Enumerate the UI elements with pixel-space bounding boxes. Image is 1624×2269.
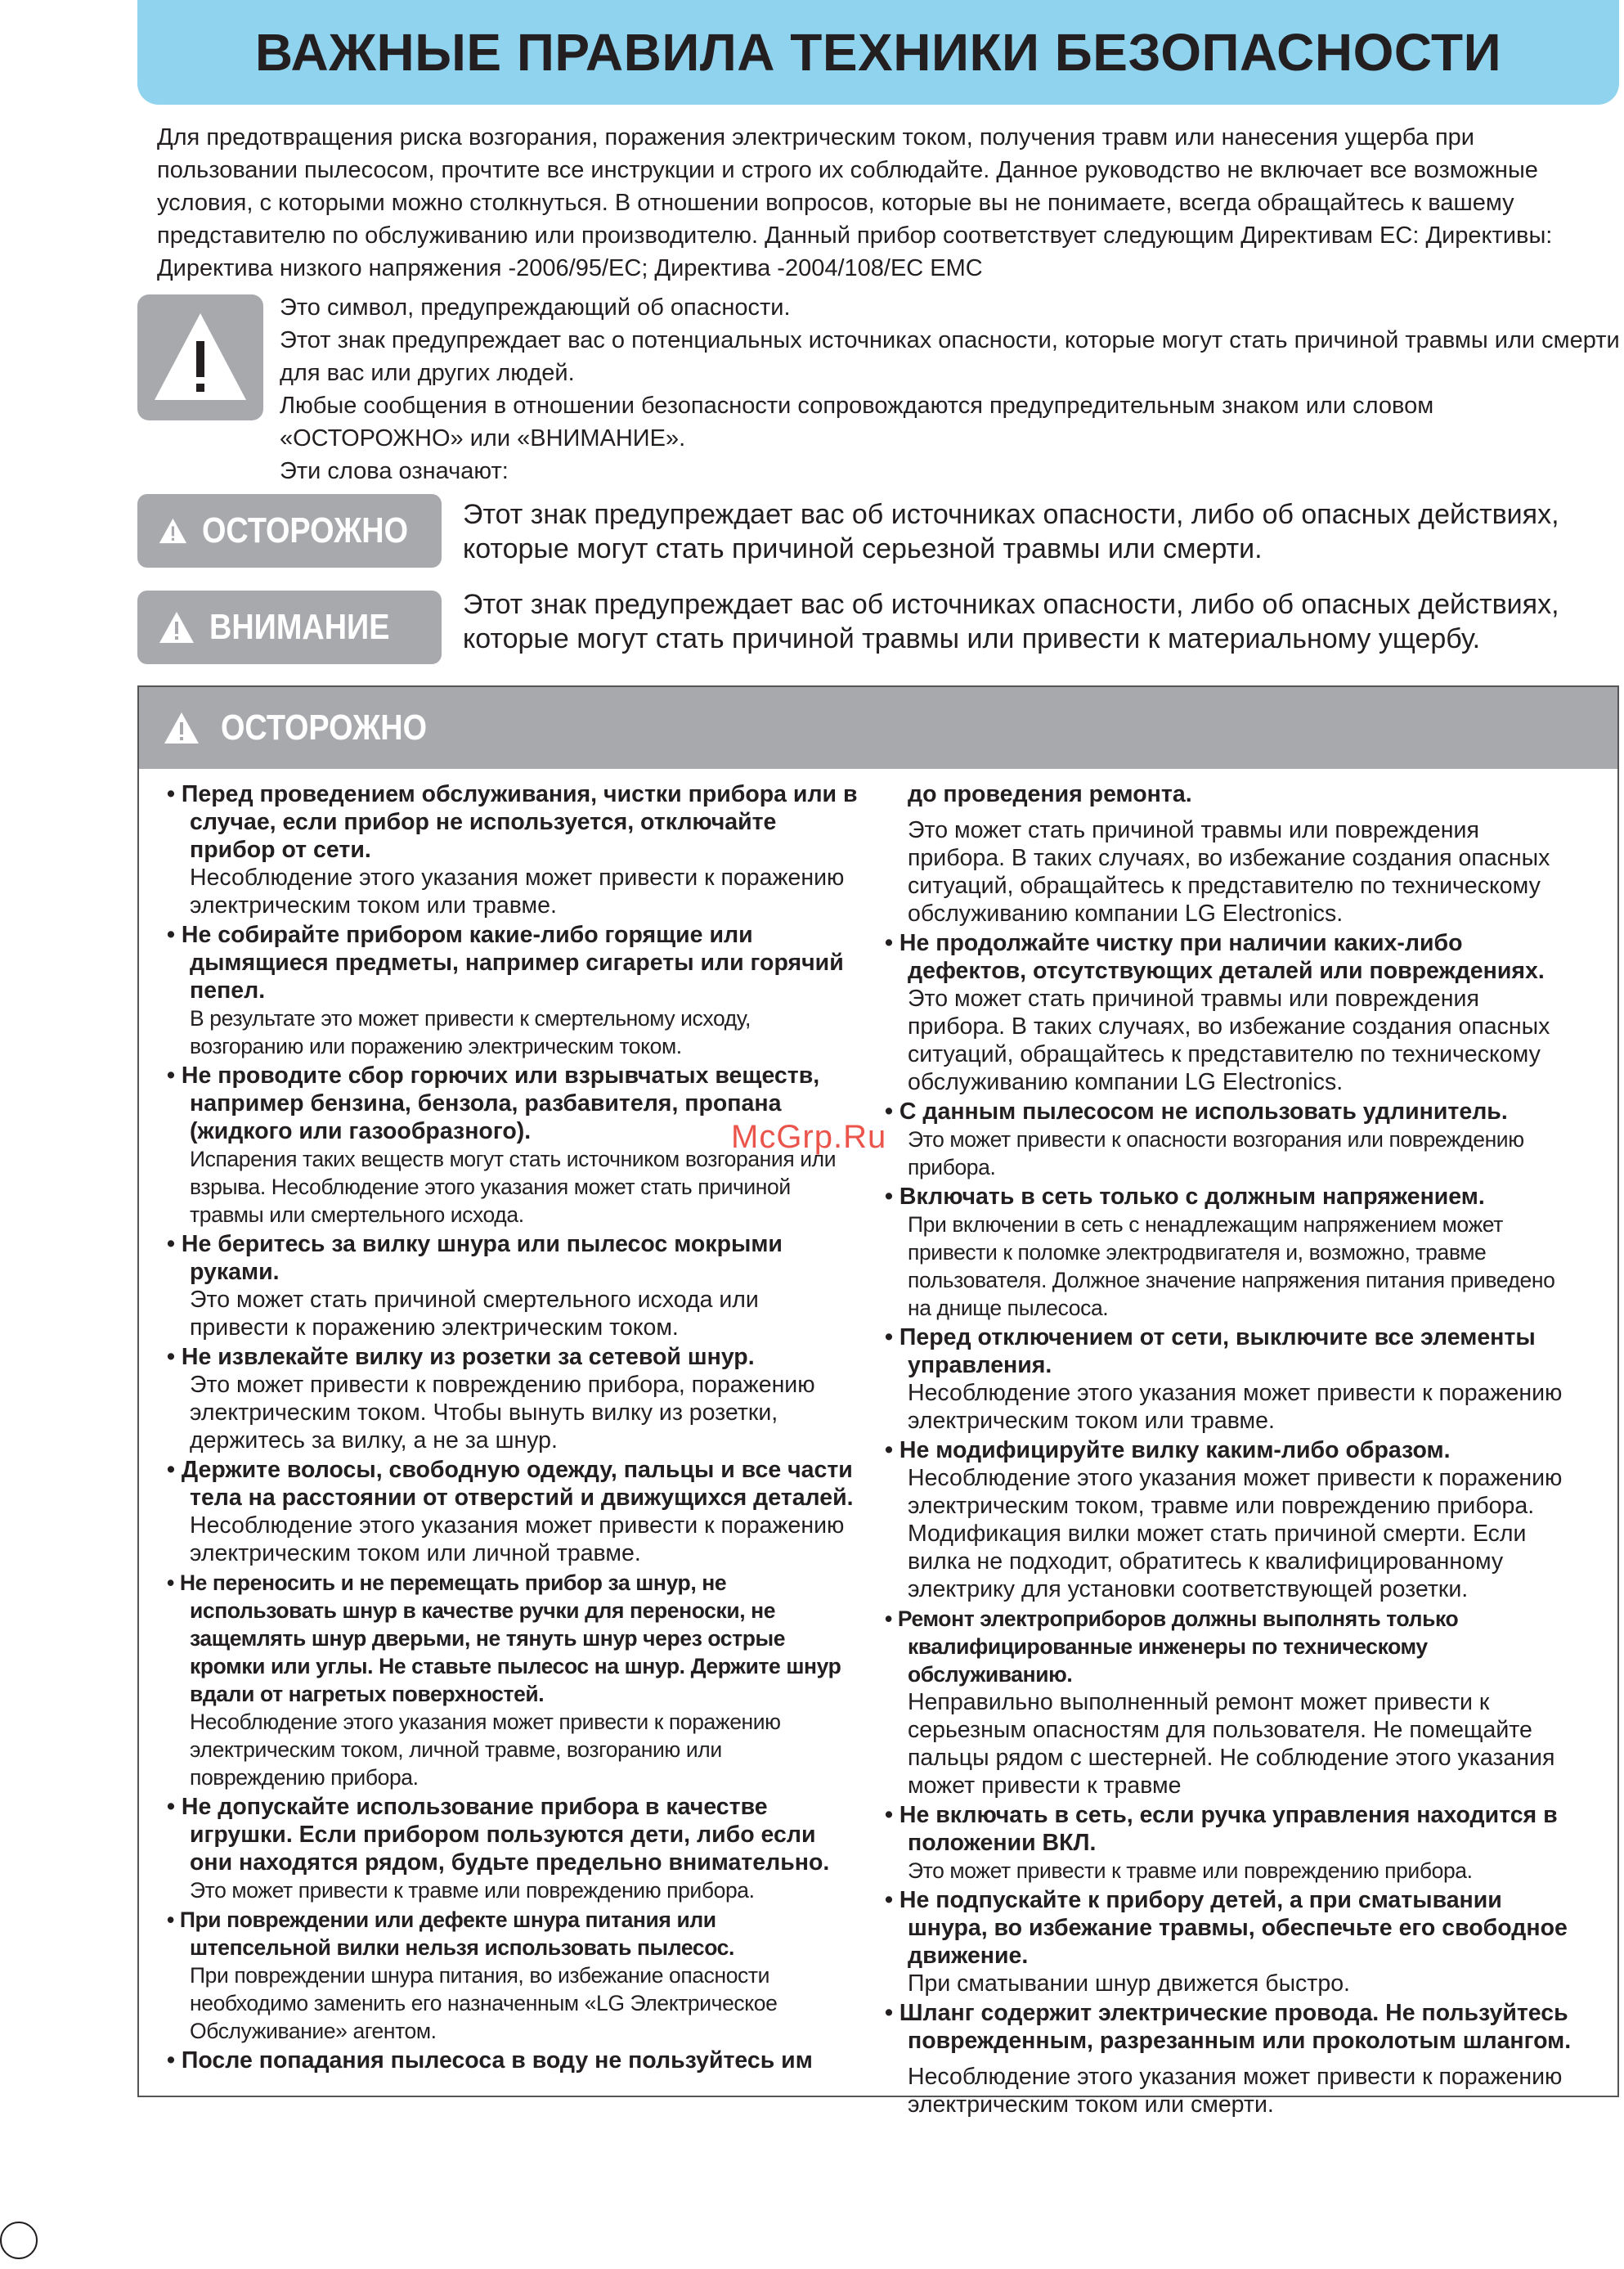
item-heading: • Не продолжайте чистку при наличии каких-либо дефектов, отсутствующих деталей или повреждениях. xyxy=(885,929,1580,985)
item-heading: • Не собирайте прибором какие-либо горящие или дымящиеся предметы, например сигареты или горячий пепел. xyxy=(167,921,862,1004)
list-item xyxy=(885,780,1580,928)
item-body: Это может привести к повреждению прибора, поражению электрическим током. Чтобы вынуть вилку из розетки, держитесь за вилку, а не за шнур. xyxy=(190,1372,815,1454)
symbol-text-line: Любые сообщения в отношении безопасности сопровождаются предупредительным знаком или словом «ОСТОРОЖНО» или «ВНИМАНИЕ». xyxy=(280,393,1434,452)
list-item xyxy=(167,1343,862,1454)
hazard-symbol xyxy=(137,294,263,420)
right-column xyxy=(885,780,1580,2120)
item-body: Несоблюдение этого указания может привести к поражению электрическим током или травме. xyxy=(908,1380,1563,1434)
item-heading: • Не допускайте использование прибора в качестве игрушки. Если прибором пользуются дети, либо если они находятся рядом, будьте предельно внимательно. xyxy=(167,1793,862,1876)
item-body: Это может привести к травме или повреждению прибора. xyxy=(190,1878,755,1903)
item-heading: • Не переносить и не перемещать прибор за шнур, не использовать шнур в качестве ручки для переноски, не защемлять шнур дверьми, не тянуть шнур через острые кромки или углы. Не ставьте пылесос на шнур. Держите шнур вдали от нагретых поверхностей. xyxy=(167,1569,862,1708)
list-item xyxy=(885,929,1580,1096)
item-heading: • Держите волосы, свободную одежду, пальцы и все части тела на расстоянии от отверстий и движущихся деталей. xyxy=(167,1456,862,1512)
list-item xyxy=(885,1886,1580,1997)
caution-description: Этот знак предупреждает вас об источниках опасности, либо об опасных действиях, которые могут стать причиной серьезной травмы или смерти. xyxy=(463,499,1559,564)
list-item xyxy=(885,1183,1580,1322)
list-item xyxy=(167,1456,862,1567)
item-heading: • После попадания пылесоса в воду не пользуйтесь им xyxy=(167,2047,862,2074)
list-item xyxy=(167,1906,862,2045)
item-heading: • С данным пылесосом не использовать удлинитель. xyxy=(885,1098,1580,1126)
warning-word: ВНИМАНИЕ xyxy=(209,607,390,647)
item-heading: • Перед отключением от сети, выключите все элементы управления. xyxy=(885,1323,1580,1379)
item-body: Это может стать причиной травмы или повреждения прибора. В таких случаях, во избежание создания опасных ситуаций, обращайтесь к представителю по техническому обслуживанию компании LG Electronics. xyxy=(908,986,1550,1095)
item-heading: • Не проводите сбор горючих или взрывчатых веществ, например бензина, бензола, разбавителя, пропана (жидкого или газообразного). xyxy=(167,1062,862,1145)
list-item xyxy=(885,1436,1580,1603)
warning-triangle-icon xyxy=(164,712,200,744)
warning-description: Этот знак предупреждает вас об источниках опасности, либо об опасных действиях, которые могут стать причиной травмы или привести к материальному ущербу. xyxy=(463,589,1559,654)
item-heading: • Не извлекайте вилку из розетки за сетевой шнур. xyxy=(167,1343,862,1371)
item-body: Это может стать причиной смертельного исхода или привести к поражению электрическим током. xyxy=(190,1287,759,1341)
item-heading: • Не включать в сеть, если ручка управления находится в положении ВКЛ. xyxy=(885,1801,1580,1857)
list-item xyxy=(885,1999,1580,2118)
page-number-circle xyxy=(0,2222,38,2259)
caution-badge xyxy=(137,494,442,568)
item-body: В результате это может привести к смертельному исходу, возгоранию или поражению электрическим током. xyxy=(190,1006,751,1058)
item-body: При включении в сеть с ненадлежащим напряжением может привести к поломке электродвигателя и, возможно, травме пользователя. Должное значение напряжения питания приведено на днище пылесоса. xyxy=(908,1212,1555,1320)
list-item xyxy=(885,1323,1580,1435)
warning-badge xyxy=(137,591,442,664)
item-body: Неправильно выполненный ремонт может привести к серьезным опасностям для пользователя. Не помещайте пальцы рядом с шестерней. Не соблюдение этого указания может привести к травме xyxy=(908,1689,1555,1799)
warning-triangle-icon xyxy=(151,308,249,407)
warning-triangle-icon xyxy=(159,611,195,644)
warning-triangle-icon xyxy=(159,514,187,547)
item-body: Это может привести к опасности возгорания или повреждению прибора. xyxy=(908,1127,1524,1179)
symbol-text-line: Этот знак предупреждает вас о потенциальных источниках опасности, которые могут стать причиной травмы или смерти для вас или других людей. xyxy=(280,327,1620,386)
list-item xyxy=(167,1569,862,1791)
item-heading: до проведения ремонта. xyxy=(908,781,1192,807)
caution-box-title: ОСТОРОЖНО xyxy=(221,708,428,748)
list-item xyxy=(885,1098,1580,1181)
caution-box-header xyxy=(139,687,1617,769)
list-item xyxy=(167,2047,862,2074)
item-heading: • Не подпускайте к прибору детей, а при сматывании шнура, во избежание травмы, обеспечьте его свободное движение. xyxy=(885,1886,1580,1970)
item-body: При сматывании шнур движется быстро. xyxy=(908,1970,1350,1997)
item-heading: • Перед проведением обслуживания, чистки прибора или в случае, если прибор не используется, отключайте прибор от сети. xyxy=(167,780,862,864)
caution-word: ОСТОРОЖНО xyxy=(201,510,408,550)
item-heading: • При повреждении или дефекте шнура питания или штепсельной вилки нельзя использовать пылесос. xyxy=(167,1906,862,1961)
page-title: ВАЖНЫЕ ПРАВИЛА ТЕХНИКИ БЕЗОПАСНОСТИ xyxy=(254,23,1502,82)
watermark: McGrp.Ru xyxy=(731,1119,887,1155)
item-body: Несоблюдение этого указания может привести к поражению электрическим током или личной травме. xyxy=(190,1512,845,1566)
caution-box xyxy=(137,685,1619,2118)
list-item xyxy=(167,921,862,1060)
item-heading: • Шланг содержит электрические провода. Не пользуйтесь поврежденным, разрезанным или проколотым шлангом. xyxy=(885,1999,1580,2055)
item-body: Это может привести к травме или повреждению прибора. xyxy=(908,1858,1473,1883)
left-column xyxy=(167,780,862,2076)
title-banner xyxy=(137,0,1619,105)
symbol-text-line: Это символ, предупреждающий об опасности. xyxy=(280,294,791,321)
item-heading: • Ремонт электроприборов должны выполнять только квалифицированные инженеры по техническому обслуживанию. xyxy=(885,1605,1580,1688)
symbol-text-line: Эти слова означают: xyxy=(280,458,509,484)
item-heading: • Включать в сеть только с должным напряжением. xyxy=(885,1183,1580,1211)
item-body: Несоблюдение этого указания может привести к поражению электрическим током, травме или повреждению прибора. Модификация вилки может стать причиной смерти. Если вилка не подходит, обратитесь к квалифицированному электрику для установки соответствующей розетки. xyxy=(908,1465,1563,1602)
item-body: Несоблюдение этого указания может привести к поражению электрическим током, личной травме, возгоранию или повреждению прибора. xyxy=(190,1710,781,1790)
symbol-explanation xyxy=(280,291,1621,487)
list-item xyxy=(885,1801,1580,1885)
item-body: Несоблюдение этого указания может привести к поражению электрическим током или смерти. xyxy=(908,2064,1563,2118)
intro-paragraph: Для предотвращения риска возгорания, поражения электрическим током, получения травм или нанесения ущерба при пользовании пылесосом, прочтите все инструкции и строго их соблюдайте. Данное руководство не включает все возможные условия, с которыми можно столкнуться. В отношении вопросов, которые вы не понимаете, всегда обращайтесь к вашему представителю по обслуживанию или производителю. Данный прибор соответствует следующим Директивам ЕС: Директивы: Директива низкого напряжения -2006/95/EC; Директива -2004/108/EC EMC xyxy=(157,124,1553,281)
item-body: При повреждении шнура питания, во избежание опасности необходимо заменить его назначенным «LG Электрическое Обслуживание» агентом. xyxy=(190,1963,778,2043)
list-item xyxy=(167,780,862,919)
list-item xyxy=(167,1230,862,1341)
list-item xyxy=(167,1793,862,1904)
item-body: Это может стать причиной травмы или повреждения прибора. В таких случаях, во избежание создания опасных ситуаций, обращайтесь к представителю по техническому обслуживанию компании LG Electronics. xyxy=(908,817,1550,927)
list-item xyxy=(885,1605,1580,1799)
item-body: Несоблюдение этого указания может привести к поражению электрическим током или травме. xyxy=(190,865,845,919)
item-heading: • Не беритесь за вилку шнура или пылесос мокрыми руками. xyxy=(167,1230,862,1286)
item-heading: • Не модифицируйте вилку каким-либо образом. xyxy=(885,1436,1580,1464)
item-body: Испарения таких веществ могут стать источником возгорания или взрыва. Несоблюдение этого указания может стать причиной травмы или смертельного исхода. xyxy=(190,1147,837,1227)
